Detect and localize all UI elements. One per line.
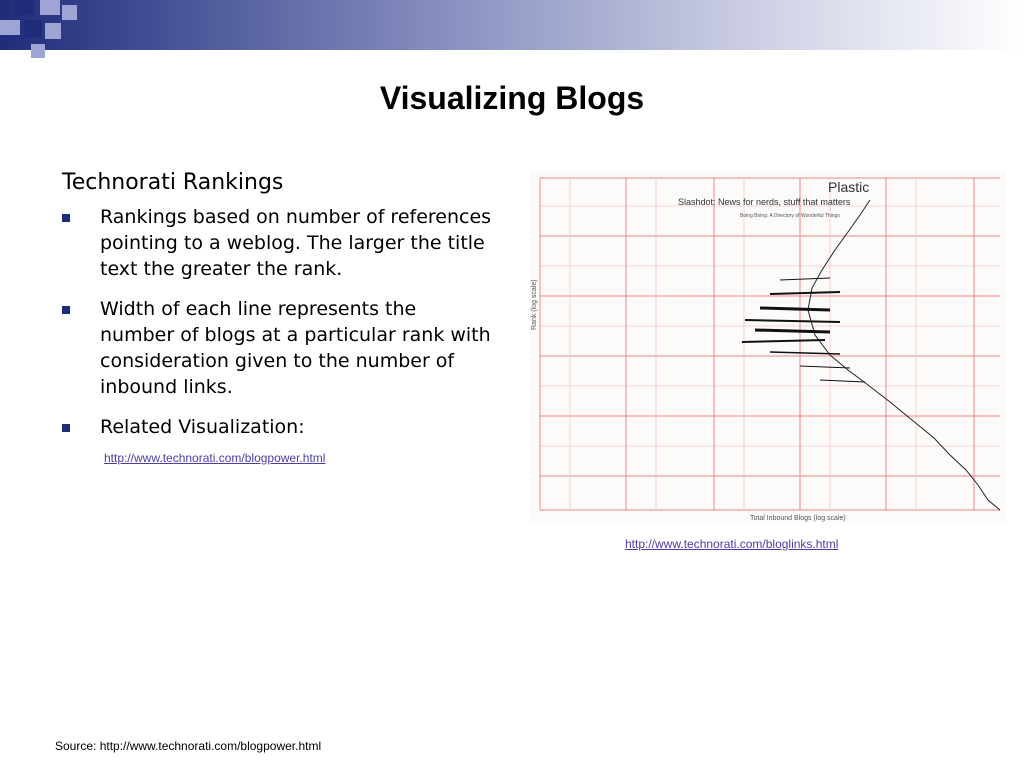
boingboing-label: Boing Boing: A Directory of Wonderful Things [740, 213, 840, 219]
decorative-square [0, 20, 20, 35]
square-bullet-icon [62, 306, 70, 314]
slashdot-label: Slashdot: News for nerds, stuff that matters [678, 197, 851, 207]
blog-rank-graph [530, 170, 1006, 522]
rank-width-lines [742, 278, 865, 382]
decorative-square [24, 20, 42, 38]
square-bullet-icon [62, 214, 70, 222]
x-axis-label: Total Inbound Blogs (log scale) [750, 515, 846, 522]
bullet-text: Rankings based on number of references pointing to a weblog. The larger the title text the greater the rank. [100, 206, 492, 280]
slide-title: Visualizing Blogs [379, 80, 645, 116]
square-bullet-icon [62, 424, 70, 432]
decorative-square [14, 0, 34, 15]
bullet-text: Related Visualization: [100, 416, 305, 438]
minor-grid-lines [540, 178, 1000, 510]
source-note: Source: http://www.technorati.com/blogpower.html [55, 739, 322, 753]
subheading: Technorati Rankings [62, 170, 284, 195]
graph-caption-link[interactable]: http://www.technorati.com/bloglinks.html [625, 537, 839, 551]
decorative-square [45, 23, 61, 39]
header-band [0, 0, 1024, 50]
graph-svg [530, 170, 1006, 522]
bullet-item [62, 414, 492, 440]
decorative-square [31, 44, 45, 58]
bullet-list [62, 204, 492, 454]
plastic-label: Plastic [828, 179, 870, 195]
grid-lines [540, 178, 1000, 510]
y-axis-label: Rank (log scale) [531, 279, 538, 330]
bullet-item [62, 296, 492, 400]
decorative-square [40, 0, 60, 15]
decorative-square [62, 5, 77, 20]
rank-step-curve [808, 200, 1000, 510]
bullet-item [62, 204, 492, 282]
related-visualization-link[interactable]: http://www.technorati.com/blogpower.html [104, 451, 326, 465]
bullet-text: Width of each line represents the number of blogs at a particular rank with consideration given to the number of inbound links. [100, 298, 491, 398]
